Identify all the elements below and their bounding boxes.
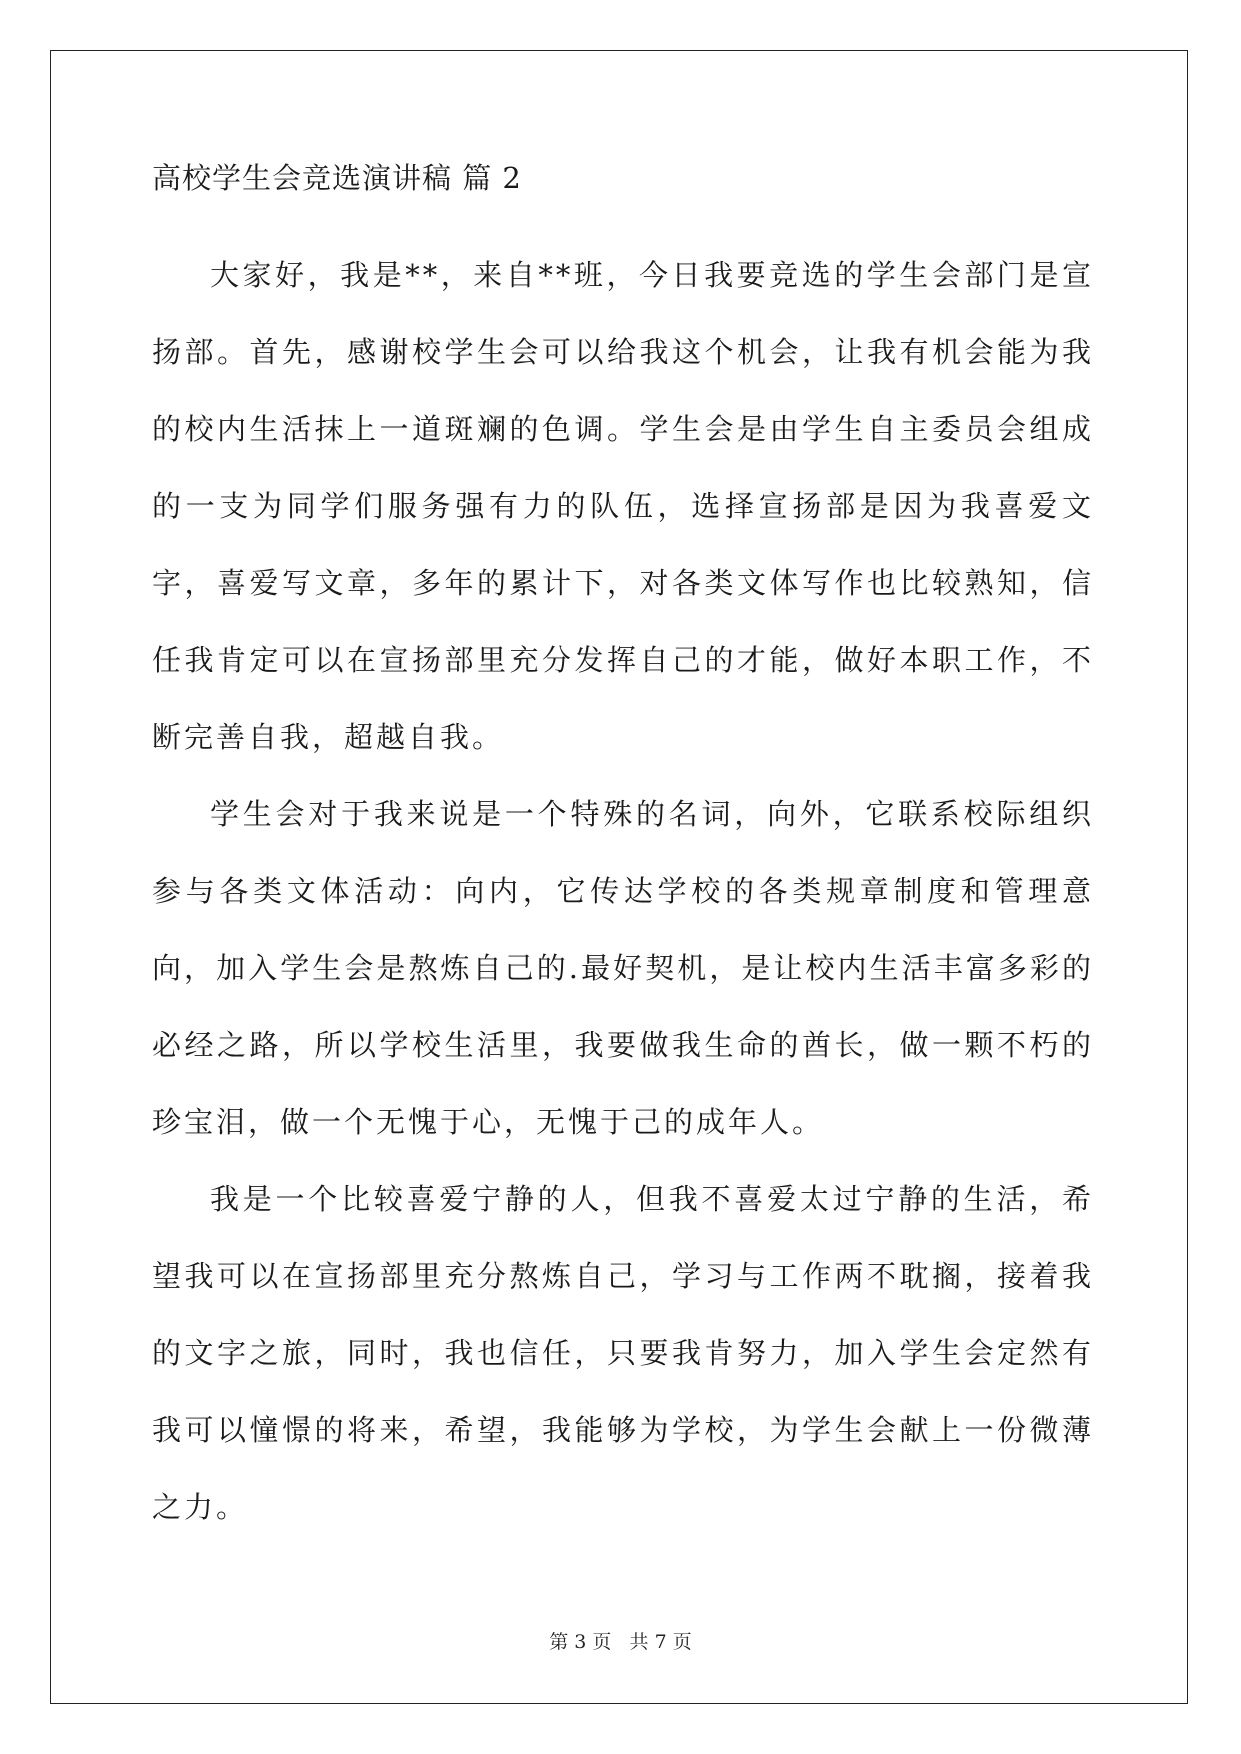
page-footer: 第 3 页 共 7 页 bbox=[549, 1631, 692, 1653]
document-body bbox=[152, 160, 1094, 1546]
paragraph-3: 我是一个比较喜爱宁静的人，但我不喜爱太过宁静的生活，希望我可以在宣扬部里充分熬炼自己，学习与工作两不耽搁，接着我的文字之旅，同时，我也信任，只要我肯努力，加入学生会定然有我可以憧憬的将来，希望，我能够为学校，为学生会献上一份微薄之力。 bbox=[152, 1182, 1094, 1524]
paragraph-2: 学生会对于我来说是一个特殊的名词，向外，它联系校际组织参与各类文体活动：向内，它传达学校的各类规章制度和管理意向，加入学生会是熬炼自己的.最好契机，是让校内生活丰富多彩的必经之路，所以学校生活里，我要做我生命的酋长，做一颗不朽的珍宝泪，做一个无愧于心，无愧于己的成年人。 bbox=[152, 797, 1094, 1139]
document-title: 高校学生会竞选演讲稿 篇 2 bbox=[152, 161, 522, 195]
paragraph-1: 大家好，我是**，来自**班，今日我要竞选的学生会部门是宣扬部。首先，感谢校学生会可以给我这个机会，让我有机会能为我的校内生活抹上一道斑斓的色调。学生会是由学生自主委员会组成的一支为同学们服务强有力的队伍，选择宣扬部是因为我喜爱文字，喜爱写文章，多年的累计下，对各类文体写作也比较熟知，信任我肯定可以在宣扬部里充分发挥自己的才能，做好本职工作，不断完善自我，超越自我。 bbox=[152, 258, 1094, 754]
